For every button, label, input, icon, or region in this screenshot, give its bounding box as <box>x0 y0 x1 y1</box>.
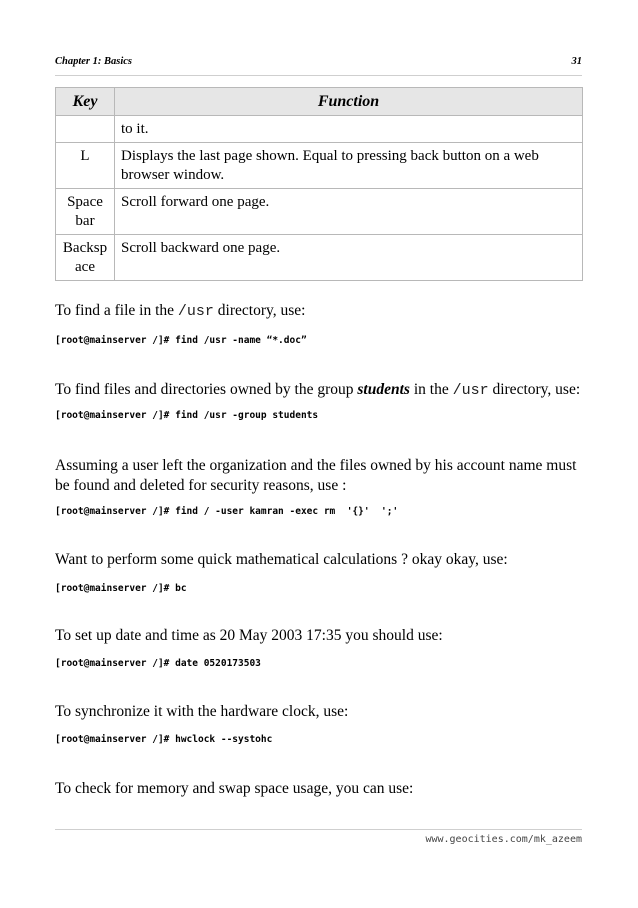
find-file-paragraph <box>55 301 595 322</box>
command-line: [root@mainserver /]# bc <box>55 583 187 594</box>
page-number: 31 <box>571 56 582 67</box>
table-row <box>56 189 583 235</box>
key-cell: L <box>56 143 115 189</box>
key-cell: Space bar <box>56 189 115 235</box>
key-cell <box>56 116 115 143</box>
inline-code: /usr <box>452 382 489 399</box>
table-row <box>56 143 583 189</box>
function-cell: to it. <box>115 116 583 143</box>
function-cell: Scroll forward one page. <box>115 189 583 235</box>
table-row <box>56 116 583 143</box>
paragraph-text: To find files and directories owned by the group <box>55 381 358 398</box>
column-header-function: Function <box>115 88 583 116</box>
paragraph-text: directory, use: <box>488 381 581 398</box>
memory-paragraph: To check for memory and swap space usage, you can use: <box>55 780 414 797</box>
paragraph-text: directory, use: <box>213 302 306 319</box>
key-cell: Backsp ace <box>56 235 115 281</box>
find-group-paragraph <box>55 380 595 401</box>
page-header <box>55 56 582 70</box>
bc-paragraph: Want to perform some quick mathematical calculations ? okay okay, use: <box>55 551 508 568</box>
date-paragraph: To set up date and time as 20 May 2003 17:35 you should use: <box>55 627 443 644</box>
key-function-table <box>55 87 583 281</box>
header-divider <box>55 75 582 76</box>
table-row <box>56 235 583 281</box>
footer-divider <box>55 829 582 830</box>
hwclock-paragraph: To synchronize it with the hardware clock, use: <box>55 703 349 720</box>
emphasis-text: students <box>357 381 410 398</box>
footer-url: www.geocities.com/mk_azeem <box>425 834 582 845</box>
command-line: [root@mainserver /]# date 0520173503 <box>55 658 261 669</box>
function-cell: Scroll backward one page. <box>115 235 583 281</box>
command-line: [root@mainserver /]# find /usr -group students <box>55 410 319 421</box>
command-line: [root@mainserver /]# find / -user kamran -exec rm '{}' ';' <box>55 506 399 517</box>
inline-code: /usr <box>177 303 214 320</box>
chapter-title: Chapter 1: Basics <box>55 56 133 67</box>
column-header-key: Key <box>56 88 115 116</box>
paragraph-text: in the <box>409 381 453 398</box>
find-user-paragraph: Assuming a user left the organization and the files owned by his account name must be found and deleted for security reasons, use : <box>55 457 577 494</box>
table-header-row <box>56 88 583 116</box>
paragraph-text: To find a file in the <box>55 302 178 319</box>
command-line: [root@mainserver /]# find /usr -name “*.doc” <box>55 335 307 346</box>
command-line: [root@mainserver /]# hwclock --systohc <box>55 734 273 745</box>
function-cell: Displays the last page shown. Equal to pressing back button on a web browser window. <box>115 143 583 189</box>
